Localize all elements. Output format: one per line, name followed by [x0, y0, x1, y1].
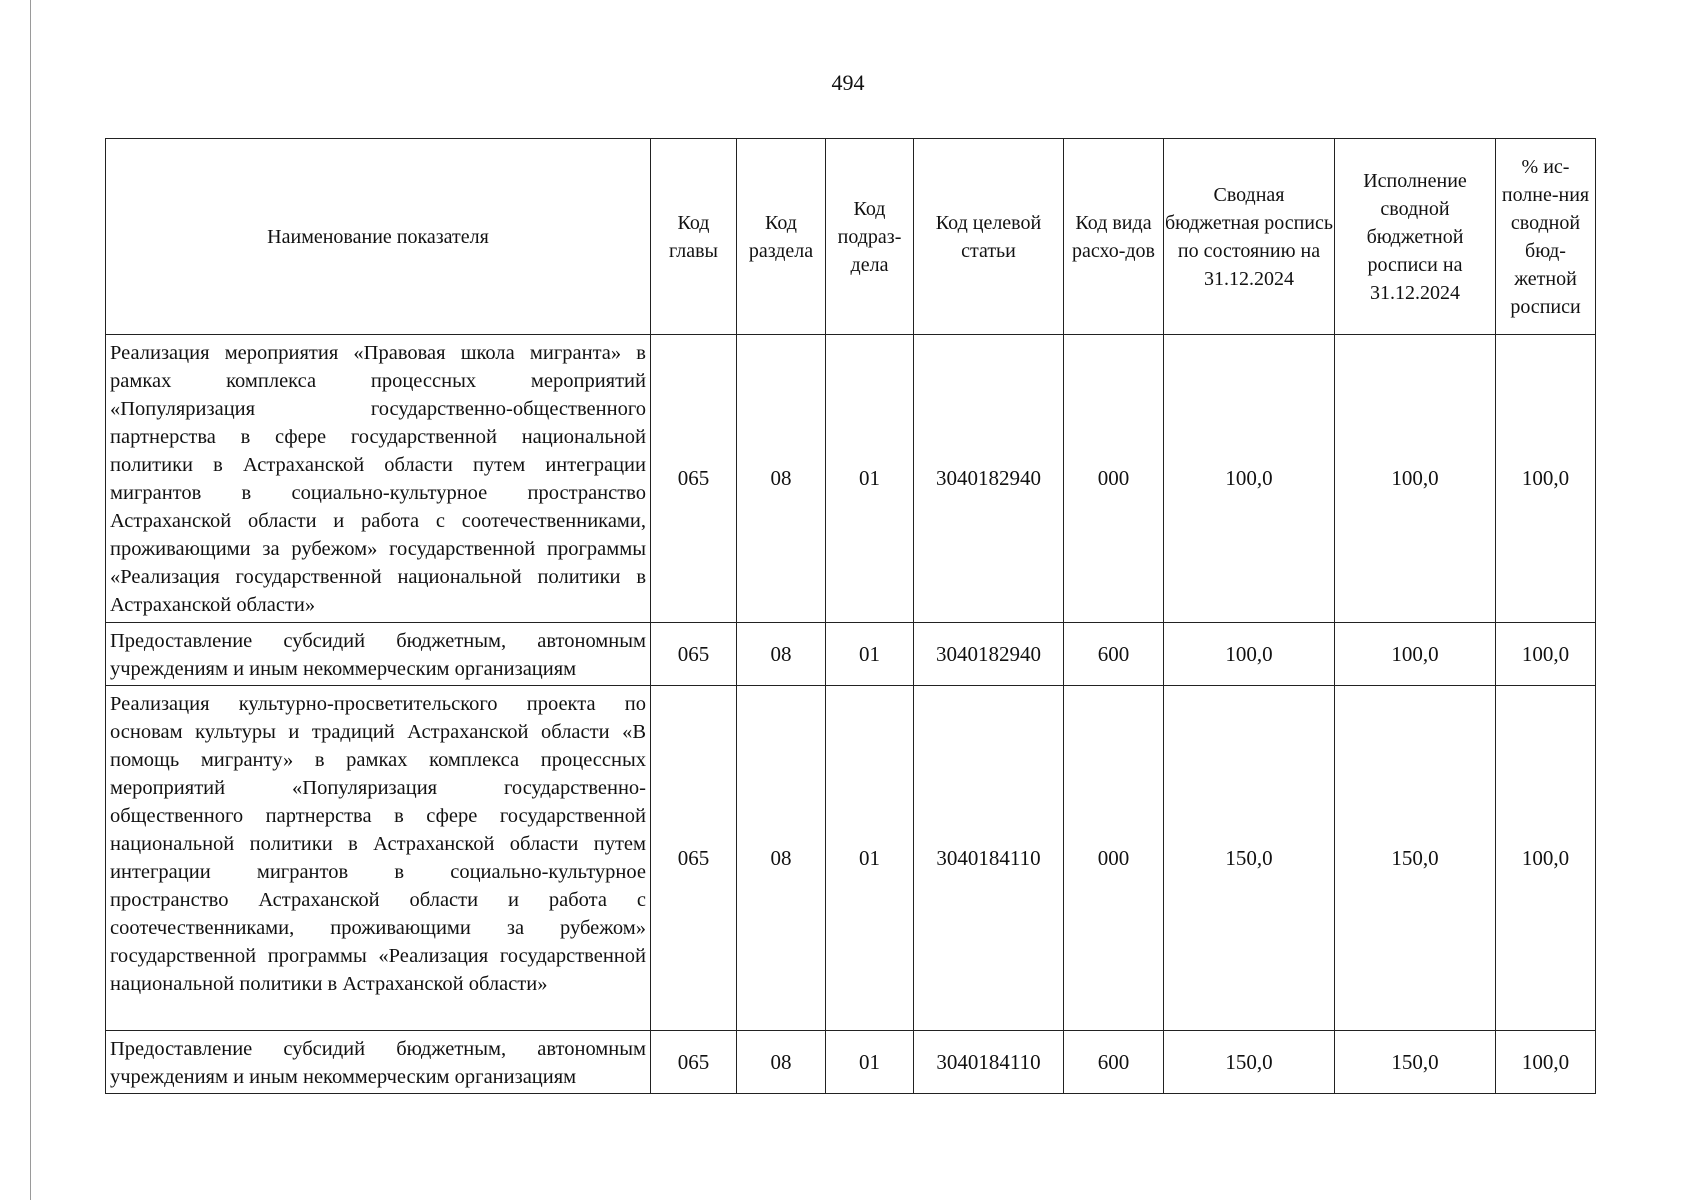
- cell-glava: 065: [651, 623, 737, 686]
- cell-name: Реализация культурно-просветительского проекта по основам культуры и традиций Астраханской области «В помощь мигранту» в рамках комплекса процессных мероприятий «Популяризация государственно-общественного партнерства в сфере государственной национальной политики в Астраханской области путем интеграции мигрантов в социально-культурное пространство Астраханской области и работа с соотечественниками, проживающими за рубежом» государственной программы «Реализация государственной национальной политики в Астраханской области»: [106, 686, 651, 1031]
- cell-vid: 600: [1064, 1031, 1164, 1094]
- budget-table: [105, 138, 1596, 1094]
- cell-plan: 100,0: [1164, 623, 1335, 686]
- cell-name: Предоставление субсидий бюджетным, автономным учреждениям и иным некоммерческим организациям: [106, 623, 651, 686]
- cell-fact: 150,0: [1335, 1031, 1496, 1094]
- cell-glava: 065: [651, 686, 737, 1031]
- cell-pct: 100,0: [1496, 335, 1596, 623]
- header-podrazdel: Код подраз-дела: [826, 139, 914, 335]
- header-razdel: Код раздела: [737, 139, 826, 335]
- cell-pct: 100,0: [1496, 623, 1596, 686]
- header-vid: Код вида расхо-дов: [1064, 139, 1164, 335]
- cell-vid: 000: [1064, 335, 1164, 623]
- cell-plan: 150,0: [1164, 686, 1335, 1031]
- cell-plan: 150,0: [1164, 1031, 1335, 1094]
- cell-pct: 100,0: [1496, 686, 1596, 1031]
- cell-name: Предоставление субсидий бюджетным, автономным учреждениям и иным некоммерческим организациям: [106, 1031, 651, 1094]
- cell-razdel: 08: [737, 623, 826, 686]
- cell-vid: 000: [1064, 686, 1164, 1031]
- table-row: [106, 686, 1596, 1031]
- cell-cel: 3040184110: [914, 1031, 1064, 1094]
- cell-fact: 100,0: [1335, 335, 1496, 623]
- header-fact: Исполнение сводной бюджетной росписи на 31.12.2024: [1335, 139, 1496, 335]
- page-number: 494: [831, 70, 865, 95]
- table-header-row: [106, 139, 1596, 335]
- header-name: Наименование показателя: [106, 139, 651, 335]
- cell-glava: 065: [651, 335, 737, 623]
- cell-cel: 3040182940: [914, 335, 1064, 623]
- cell-pct: 100,0: [1496, 1031, 1596, 1094]
- cell-razdel: 08: [737, 335, 826, 623]
- cell-fact: 150,0: [1335, 686, 1496, 1031]
- cell-podrazdel: 01: [826, 335, 914, 623]
- cell-podrazdel: 01: [826, 623, 914, 686]
- header-glava: Код главы: [651, 139, 737, 335]
- table-row: [106, 1031, 1596, 1094]
- page-margin-line: [30, 0, 31, 1200]
- cell-name: Реализация мероприятия «Правовая школа мигранта» в рамках комплекса процессных мероприятий «Популяризация государственно-общественного партнерства в сфере государственной национальной политики в Астраханской области путем интеграции мигрантов в социально-культурное пространство Астраханской области и работа с соотечественниками, проживающими за рубежом» государственной программы «Реализация государственной национальной политики в Астраханской области»: [106, 335, 651, 623]
- cell-razdel: 08: [737, 1031, 826, 1094]
- header-pct: % ис-полне-ния сводной бюд-жетной росписи: [1496, 139, 1596, 335]
- cell-plan: 100,0: [1164, 335, 1335, 623]
- cell-glava: 065: [651, 1031, 737, 1094]
- cell-razdel: 08: [737, 686, 826, 1031]
- table-row: [106, 623, 1596, 686]
- cell-cel: 3040182940: [914, 623, 1064, 686]
- cell-podrazdel: 01: [826, 686, 914, 1031]
- header-cel: Код целевой статьи: [914, 139, 1064, 335]
- cell-fact: 100,0: [1335, 623, 1496, 686]
- table-row: [106, 335, 1596, 623]
- header-plan: Сводная бюджетная роспись по состоянию на 31.12.2024: [1164, 139, 1335, 335]
- cell-cel: 3040184110: [914, 686, 1064, 1031]
- cell-vid: 600: [1064, 623, 1164, 686]
- cell-podrazdel: 01: [826, 1031, 914, 1094]
